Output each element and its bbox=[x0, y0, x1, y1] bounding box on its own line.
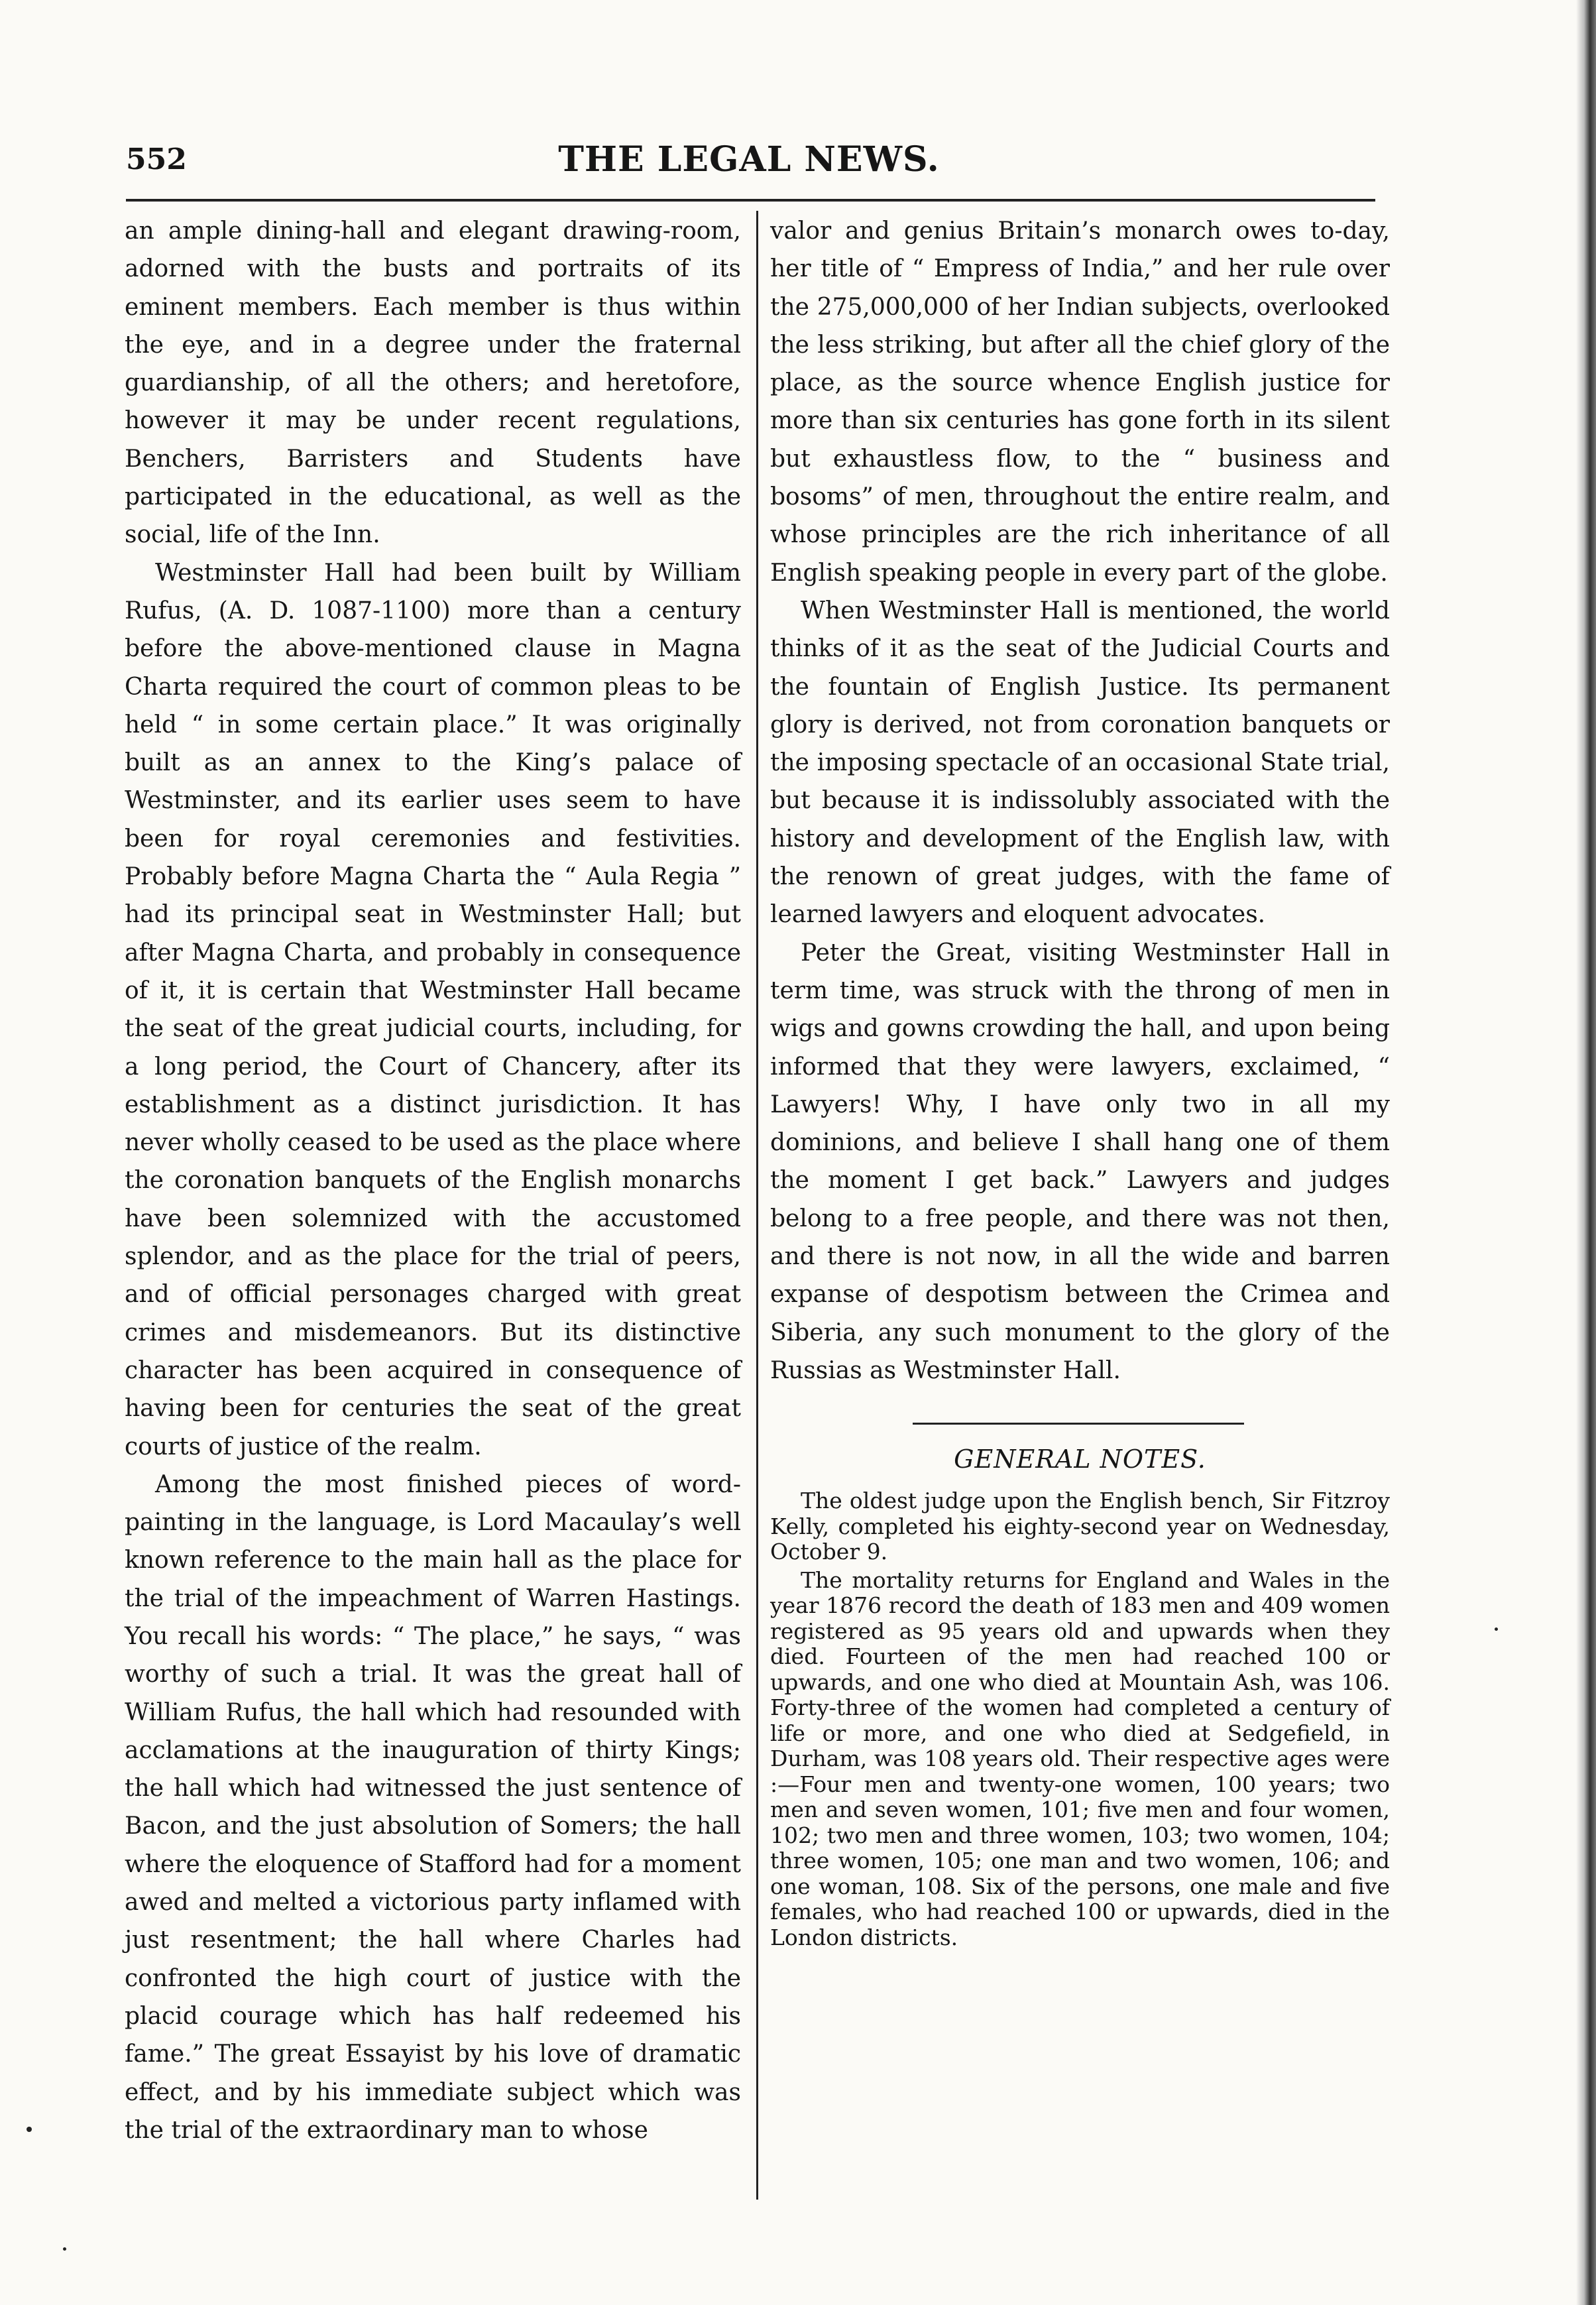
column-divider bbox=[756, 211, 758, 2200]
left-paragraph-2: Westminster Hall had been built by William Rufus, (A. D. 1087-1100) more than a century before the above-mentioned clause in Magna Charta required the court of common pleas to be held “ in some certain place.” It was originally built as an annex to the King’s palace of Westminster, and its earlier uses seem to have been for royal ceremonies and festivities. Probably before Magna Charta the “ Aula Regia ” had its principal seat in Westminster Hall; but after Magna Charta, and probably in consequence of it, it is certain that Westminster Hall became the seat of the great judicial courts, including, for a long period, the Court of Chancery, after its establishment as a distinct jurisdiction. It has never wholly ceased to be used as the place where the coronation banquets of the English monarchs have been solemnized with the accustomed splendor, and as the place for the trial of peers, and of official personages charged with great crimes and misdemeanors. But its distinctive character has been acquired in consequence of having been for centuries the seat of the great courts of justice of the realm. bbox=[125, 559, 741, 1460]
general-notes-heading: GENERAL NOTES. bbox=[954, 1445, 1206, 1474]
header-rule bbox=[126, 199, 1375, 202]
left-paragraph-1: an ample dining-hall and elegant drawing-room, adorned with the busts and portraits of its eminent members. Each member is thus within the eye, and in a degree under the fraternal guardianship, of all the others; and heretofore, however it may be under recent regulations, Benchers, Barristers and Students have participated in the educational, as well as the social, life of the Inn. bbox=[125, 217, 741, 549]
scan-speck bbox=[1495, 1627, 1498, 1631]
right-paragraph-2: When Westminster Hall is mentioned, the world thinks of it as the seat of the Judicial Courts and the fountain of English Justice. Its permanent glory is derived, not from coronation banquets or the imposing spectacle of an occasional State trial, but because it is indissolubly associated with the history and development of the English law, with the renown of great judges, with the fame of learned lawyers and eloquent advocates. bbox=[770, 597, 1390, 929]
general-note-2: The mortality returns for England and Wales in the year 1876 record the death of 183 men and 409 women registered as 95 years old and upwards when they died. Fourteen of the men had reached 100 or upwards, and one who died at Mountain Ash, was 106. Forty-three of the women had completed a century of life or more, and one who died at Sedgefield, in Durham, was 108 years old. Their respective ages were :—Four men and twenty-one women, 100 years; two men and seven women, 101; five men and four women, 102; two men and three women, 103; two women, 104; three women, 105; one man and two women, 106; and one woman, 108. Six of the persons, one male and five females, who had reached 100 or upwards, died in the London districts. bbox=[770, 1566, 1390, 1950]
right-column bbox=[770, 212, 1390, 1953]
page-edge-shadow bbox=[1576, 0, 1596, 2305]
section-rule bbox=[913, 1423, 1244, 1425]
scan-speck bbox=[27, 2127, 32, 2132]
page-header bbox=[126, 129, 1372, 189]
right-paragraph-1: valor and genius Britain’s monarch owes to-day, her title of “ Empress of India,” and her rule over the 275,000,000 of her Indian subjects, overlooked the less striking, but after all the chief glory of the place, as the source whence English justice for more than six centuries has gone forth in its silent but exhaustless flow, to the “ business and bosoms” of men, throughout the entire realm, and whose principles are the rich inheritance of all English speaking people in every part of the globe. bbox=[770, 217, 1390, 587]
left-paragraph-3: Among the most finished pieces of word-painting in the language, is Lord Macaulay’s well known reference to the main hall as the place for the trial of the impeachment of Warren Hastings. You recall his words: “ The place,” he says, “ was worthy of such a trial. It was the great hall of William Rufus, the hall which had resounded with acclamations at the inauguration of thirty Kings; the hall which had witnessed the just sentence of Bacon, and the just absolution of Somers; the hall where the eloquence of Stafford had for a moment awed and melted a victorious party inflamed with just resentment; the hall where Charles had confronted the high court of justice with the placid courage which has half redeemed his fame.” The great Essayist by his love of dramatic effect, and by his immediate subject which was the trial of the extraordinary man to whose bbox=[125, 1470, 741, 2144]
left-column bbox=[125, 212, 741, 2149]
right-paragraph-3: Peter the Great, visiting Westminster Hall in term time, was struck with the throng of men in wigs and gowns crowding the hall, and upon being informed that they were lawyers, exclaimed, “ Lawyers! Why, I have only two in all my dominions, and believe I shall hang one of them the moment I get back.” Lawyers and judges belong to a free people, and there was not then, and there is not now, in all the wide and barren expanse of despotism between the Crimea and Siberia, any such monument to the glory of the Russias as Westminster Hall. bbox=[770, 939, 1390, 1384]
scan-speck bbox=[63, 2247, 66, 2251]
general-note-1: The oldest judge upon the English bench, Sir Fitzroy Kelly, completed his eighty-second year on Wednesday, October 9. bbox=[770, 1488, 1390, 1565]
page-title: THE LEGAL NEWS. bbox=[558, 139, 940, 180]
page-number: 552 bbox=[126, 143, 187, 176]
